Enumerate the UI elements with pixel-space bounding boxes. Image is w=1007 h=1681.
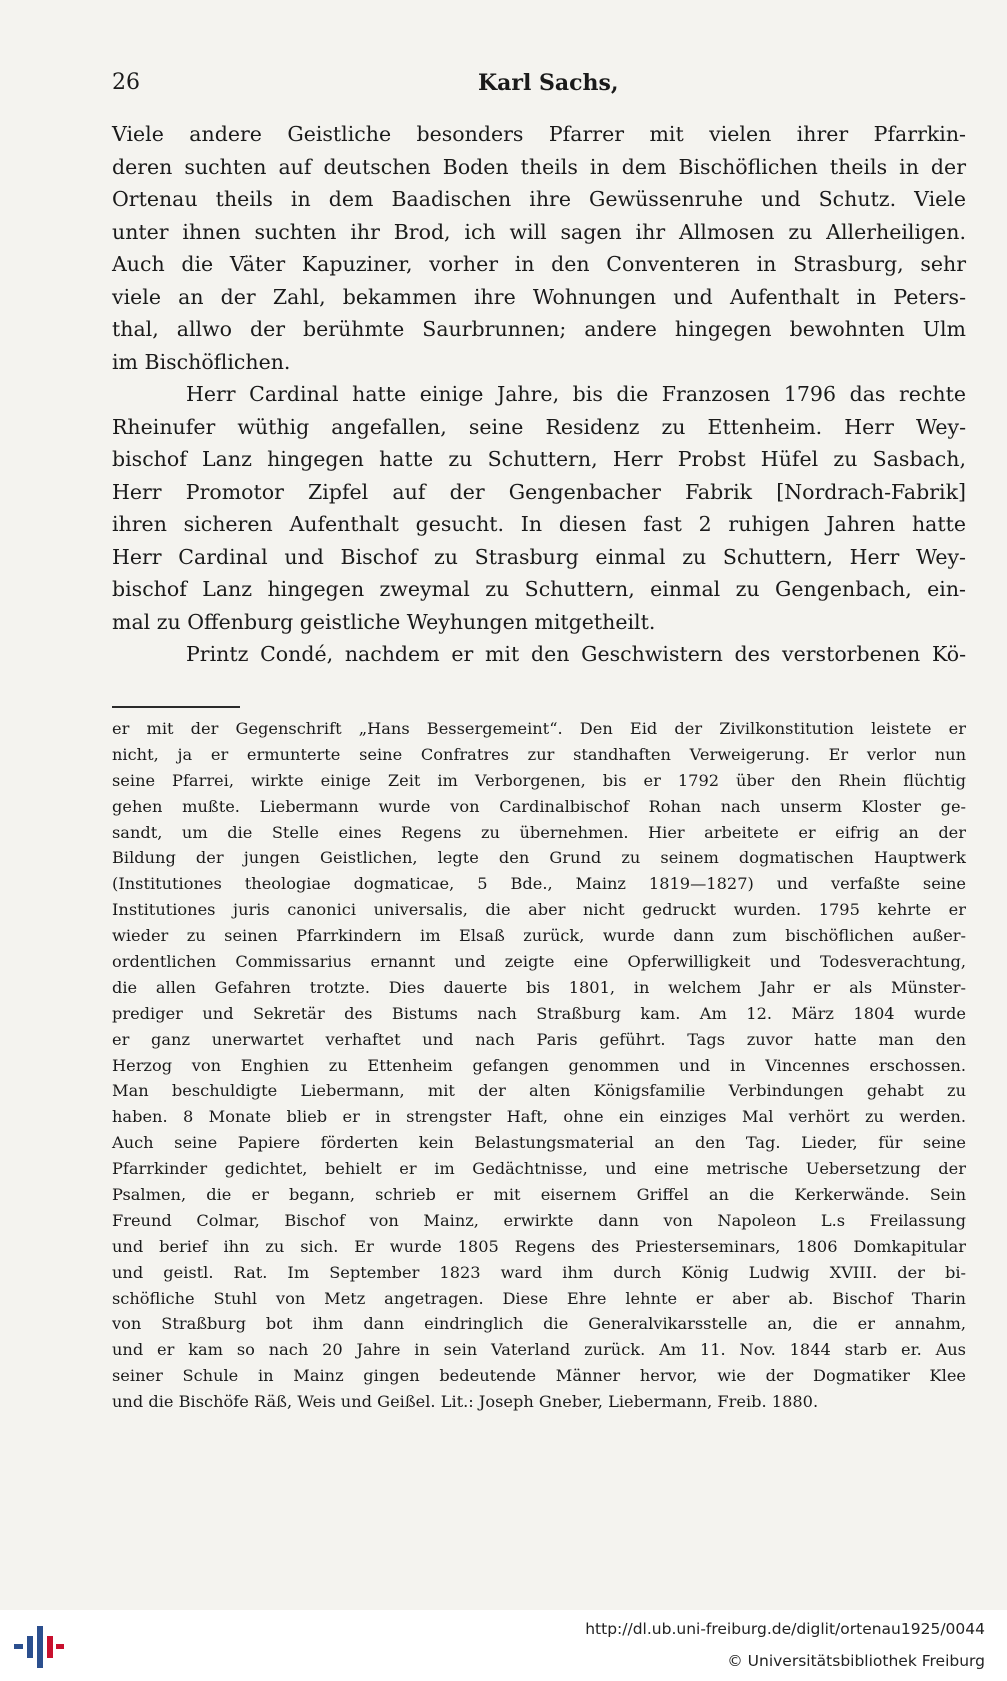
footnote-line: er ganz unerwartet verhaftet und nach Paris geführt. Tags zuvor hatte man den <box>112 1029 966 1049</box>
text-line: bischof Lanz hingegen hatte zu Schuttern, Herr Probst Hüfel zu Sasbach, <box>112 447 966 471</box>
page-number: 26 <box>112 70 140 95</box>
footnote-line: Pfarrkinder gedichtet, behielt er im Gedächtnisse, und eine metrische Uebersetzung der <box>112 1159 966 1179</box>
footnote-line: von Straßburg bot ihm dann eindringlich die Generalvikarsstelle an, die er annahm, <box>112 1314 966 1334</box>
footnote-line: Man beschuldigte Liebermann, mit der alten Königsfamilie Verbindungen gehabt zu <box>112 1081 966 1101</box>
footnote-line: Institutiones juris canonici universalis, die aber nicht gedruckt wurden. 1795 kehrte er <box>112 900 966 920</box>
viewer-footer <box>0 1610 1007 1681</box>
text-line: Herr Cardinal und Bischof zu Strasburg einmal zu Schuttern, Herr Wey- <box>112 544 966 569</box>
footnote-line: sandt, um die Stelle eines Regens zu übernehmen. Hier arbeitete er eifrig an der <box>112 822 966 842</box>
footnote-line: und berief ihn zu sich. Er wurde 1805 Regens des Priesterseminars, 1806 Domkapitular <box>112 1236 966 1256</box>
footnote <box>112 716 966 1415</box>
footnote-rule <box>112 706 240 708</box>
text-line: mal zu Offenburg geistliche Weyhungen mitgetheilt. <box>112 609 656 634</box>
footnote-line: schöfliche Stuhl von Metz angetragen. Diese Ehre lehnte er aber ab. Bischof Tharin <box>112 1288 966 1308</box>
text-line: Viele andere Geistliche besonders Pfarrer mit vielen ihrer Pfarrkin- <box>112 122 966 146</box>
copyright-notice: © Universitätsbibliothek Freiburg <box>727 1652 985 1670</box>
footnote-line: haben. 8 Monate blieb er in strengster Haft, ohne ein einziges Mal verhört zu werden. <box>112 1107 966 1127</box>
footnote-line: ordentlichen Commissarius ernannt und zeigte eine Opferwilligkeit und Todesverachtung, <box>112 952 966 972</box>
footnote-line: und geistl. Rat. Im September 1823 ward ihm durch König Ludwig XVIII. der bi- <box>112 1262 966 1282</box>
footnote-line: Auch seine Papiere förderten kein Belastungsmaterial an den Tag. Lieder, für seine <box>112 1133 966 1153</box>
text-line: Printz Condé, nachdem er mit den Geschwistern des verstorbenen Kö- <box>186 642 966 666</box>
permalink-url[interactable]: http://dl.ub.uni-freiburg.de/diglit/ortenau1925/0044 <box>585 1620 985 1638</box>
footnote-line: gehen mußte. Liebermann wurde von Cardinalbischof Rohan nach unserm Kloster ge- <box>112 796 966 816</box>
footnote-line: Psalmen, die er begann, schrieb er mit eisernem Griffel an die Kerkerwände. Sein <box>112 1185 966 1205</box>
text-line: Herr Cardinal hatte einige Jahre, bis die Franzosen 1796 das rechte <box>186 382 966 406</box>
text-line: viele an der Zahl, bekammen ihre Wohnungen und Aufenthalt in Peters- <box>112 284 966 309</box>
text-line: unter ihnen suchten ihr Brod, ich will sagen ihr Allmosen zu Allerheiligen. <box>112 219 966 244</box>
footnote-line: seine Pfarrei, wirkte einige Zeit im Verborgenen, bis er 1792 über den Rhein flüchtig <box>112 770 966 790</box>
footnote-line: Freund Colmar, Bischof von Mainz, erwirkte dann von Napoleon L.s Freilassung <box>112 1210 966 1230</box>
text-line: im Bischöflichen. <box>112 349 291 374</box>
footnote-line: er mit der Gegenschrift „Hans Bessergemeint“. Den Eid der Zivilkonstitution leistete er <box>112 719 966 738</box>
footnote-line: die allen Gefahren trotzte. Dies dauerte bis 1801, in welchem Jahr er als Münster- <box>112 977 966 997</box>
footnote-line: Herzog von Enghien zu Ettenheim gefangen genommen und in Vincennes erschossen. <box>112 1055 966 1075</box>
main-text <box>112 118 966 671</box>
footnote-line: (Institutiones theologiae dogmaticae, 5 Bde., Mainz 1819—1827) und verfaßte seine <box>112 874 966 894</box>
page-header <box>112 70 954 100</box>
ub-freiburg-logo-icon <box>14 1626 64 1672</box>
footnote-line: Bildung der jungen Geistlichen, legte den Grund zu seinem dogmatischen Hauptwerk <box>112 848 966 868</box>
text-line: Herr Promotor Zipfel auf der Gengenbacher Fabrik [Nordrach-Fabrik] <box>112 479 966 504</box>
text-line: thal, allwo der berühmte Saurbrunnen; andere hingegen bewohnten Ulm <box>112 317 966 341</box>
text-line: bischof Lanz hingegen zweymal zu Schuttern, einmal zu Gengenbach, ein- <box>112 577 966 601</box>
footnote-line: seiner Schule in Mainz gingen bedeutende Männer hervor, wie der Dogmatiker Klee <box>112 1366 966 1386</box>
running-head: Karl Sachs, <box>478 70 619 96</box>
footnote-line: prediger und Sekretär des Bistums nach Straßburg kam. Am 12. März 1804 wurde <box>112 1003 966 1023</box>
footnote-line: und er kam so nach 20 Jahre in sein Vaterland zurück. Am 11. Nov. 1844 starb er. Aus <box>112 1340 966 1360</box>
text-line: Rheinufer wüthig angefallen, seine Residenz zu Ettenheim. Herr Wey- <box>112 414 966 439</box>
text-line: Ortenau theils in dem Baadischen ihre Gewüssenruhe und Schutz. Viele <box>112 187 966 211</box>
text-line: deren suchten auf deutschen Boden theils in dem Bischöflichen theils in der <box>112 154 966 179</box>
footnote-line: wieder zu seinen Pfarrkindern im Elsaß zurück, wurde dann zum bischöflichen außer- <box>112 926 966 946</box>
footnote-line: nicht, ja er ermunterte seine Confratres zur standhaften Verweigerung. Er verlor nun <box>112 744 966 764</box>
text-line: ihren sicheren Aufenthalt gesucht. In diesen fast 2 ruhigen Jahren hatte <box>112 512 966 536</box>
text-line: Auch die Väter Kapuziner, vorher in den Conventeren in Strasburg, sehr <box>112 252 966 276</box>
footnote-line: und die Bischöfe Räß, Weis und Geißel. Lit.: Joseph Gneber, Liebermann, Freib. 1880. <box>112 1392 819 1412</box>
